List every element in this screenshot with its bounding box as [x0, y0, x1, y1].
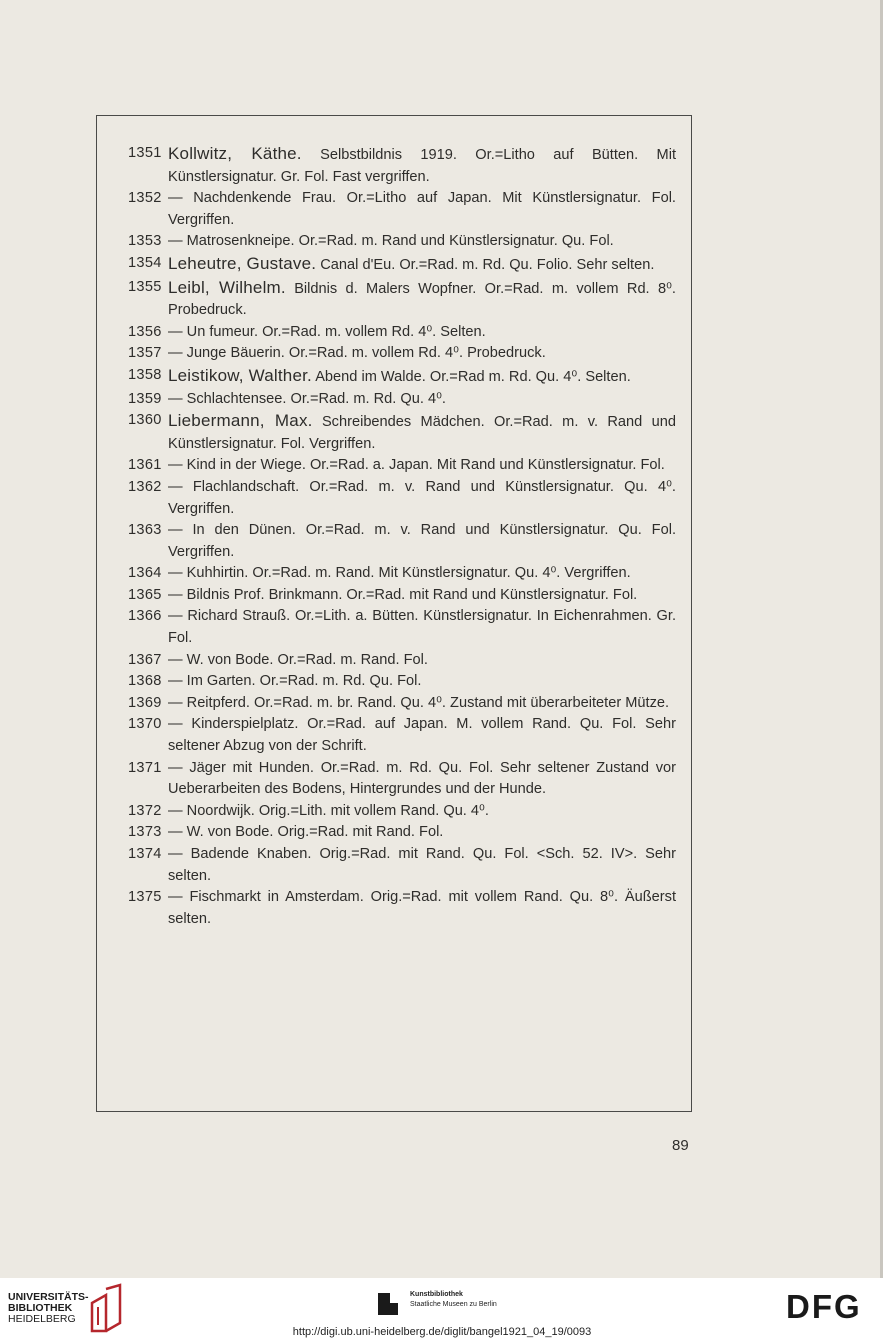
entry-number: 1358: [128, 366, 162, 383]
entry-description: Canal d'Eu. Or.=Rad. m. Rd. Qu. Folio. Sehr selten.: [320, 256, 655, 273]
catalog-entry: [128, 563, 676, 585]
entry-number: 1351: [128, 145, 162, 161]
entry-number: 1373: [128, 824, 162, 841]
catalog-entry: [128, 801, 676, 823]
entry-description: Bildnis d. Malers Wopfner. Or.=Rad. m. vollem Rd. 8⁰. Probedruck.: [168, 280, 676, 319]
kunstbibliothek-logo-icon[interactable]: [376, 1289, 404, 1317]
kb-line-2: Staatliche Museen zu Berlin: [410, 1301, 497, 1308]
entry-number: 1361: [128, 457, 162, 474]
source-url-link[interactable]: http://digi.ub.uni-heidelberg.de/diglit/bangel1921_04_19/0093: [292, 1326, 592, 1338]
artist-name: Leheutre, Gustave.: [168, 253, 317, 273]
entry-number: 1374: [128, 846, 162, 862]
entry-description: Abend im Walde. Or.=Rad m. Rd. Qu. 4⁰. Selten.: [315, 368, 631, 385]
entry-body: [168, 887, 676, 930]
entry-number: 1367: [128, 651, 162, 668]
entry-number: 1360: [128, 412, 162, 429]
entry-number: 1357: [128, 345, 162, 362]
ub-line-3: HEIDELBERG: [8, 1313, 76, 1325]
entry-description: — Un fumeur. Or.=Rad. m. vollem Rd. 4⁰. Selten.: [168, 323, 486, 340]
entry-number: 1356: [128, 323, 162, 340]
entry-description: — Jäger mit Hunden. Or.=Rad. m. Rd. Qu. Fol. Sehr seltener Zustand vor Ueberarbeiten des Bodens, Hintergrundes und der Hunde.: [168, 759, 676, 798]
entry-description: — Im Garten. Or.=Rad. m. Rd. Qu. Fol.: [168, 673, 422, 690]
entry-number: 1369: [128, 694, 162, 711]
entry-body: [168, 606, 676, 649]
dfg-logo[interactable]: DFG: [786, 1288, 862, 1325]
entry-description: — W. von Bode. Or.=Rad. m. Rand. Fol.: [168, 651, 428, 668]
entry-number: 1353: [128, 233, 162, 250]
entry-description: — Flachlandschaft. Or.=Rad. m. v. Rand und Künstlersignatur. Qu. 4⁰. Vergriffen.: [168, 478, 676, 517]
entry-description: — Noordwijk. Orig.=Lith. mit vollem Rand. Qu. 4⁰.: [168, 802, 489, 819]
entry-body: [168, 343, 676, 365]
entry-number: 1364: [128, 565, 162, 582]
catalog-entry: [128, 277, 676, 322]
entry-description: — Fischmarkt in Amsterdam. Orig.=Rad. mit vollem Rand. Qu. 8⁰. Äußerst selten.: [168, 889, 676, 927]
entry-body: [168, 520, 676, 563]
catalog-entry: [128, 253, 676, 277]
catalog-entry: [128, 520, 676, 563]
entry-body: [168, 585, 676, 607]
entry-number: 1366: [128, 608, 162, 625]
entry-description: Schreibendes Mädchen. Or.=Rad. m. v. Rand und Künstlersignatur. Fol. Vergriffen.: [168, 414, 676, 452]
entry-body: [168, 563, 676, 585]
entry-number: 1352: [128, 190, 162, 207]
catalog-entry: [128, 887, 676, 930]
ub-heidelberg-label[interactable]: [8, 1292, 89, 1325]
entry-description: — W. von Bode. Orig.=Rad. mit Rand. Fol.: [168, 824, 444, 841]
entry-body: [168, 253, 676, 277]
entry-number: 1372: [128, 802, 162, 819]
ub-line-1: UNIVERSITÄTS-: [8, 1291, 89, 1303]
entry-number: 1371: [128, 759, 162, 776]
entry-body: [168, 801, 676, 823]
catalog-entry: [128, 822, 676, 844]
catalog-entry: [128, 844, 676, 887]
entry-number: 1359: [128, 390, 162, 407]
entry-number: 1370: [128, 716, 162, 733]
catalog-entries: [128, 143, 676, 930]
entry-number: 1355: [128, 278, 162, 295]
entry-description: — Nachdenkende Frau. Or.=Litho auf Japan. Mit Künstlersignatur. Fol. Vergriffen.: [168, 190, 676, 228]
artist-name: Kollwitz, Käthe.: [168, 144, 302, 163]
entry-body: [168, 671, 676, 693]
entry-body: [168, 188, 676, 231]
catalog-entry: [128, 343, 676, 365]
entry-body: [168, 322, 676, 344]
catalog-entry: [128, 231, 676, 253]
entry-body: [168, 455, 676, 477]
catalog-entry: [128, 477, 676, 520]
entry-body: [168, 714, 676, 757]
catalog-entry: [128, 410, 676, 455]
entry-body: [168, 822, 676, 844]
artist-name: Leibl, Wilhelm.: [168, 277, 286, 297]
entry-body: [168, 389, 676, 411]
entry-description: Selbstbildnis 1919. Or.=Litho auf Bütten. Mit Künstlersignatur. Gr. Fol. Fast vergriffen.: [168, 147, 677, 185]
artist-name: Liebermann, Max.: [168, 411, 313, 431]
catalog-entry: [128, 606, 676, 649]
entry-body: [168, 365, 676, 389]
entry-description: — Badende Knaben. Orig.=Rad. mit Rand. Qu. Fol. <Sch. 52. IV>. Sehr selten.: [168, 846, 676, 884]
entry-description: — Richard Strauß. Or.=Lith. a. Bütten. Künstlersignatur. In Eichenrahmen. Gr. Fol.: [168, 608, 676, 647]
kb-line-1: Kunstbibliothek: [410, 1291, 463, 1298]
ub-line-2: BIBLIOTHEK: [8, 1302, 73, 1314]
catalog-entry: [128, 758, 676, 801]
entry-number: 1368: [128, 673, 162, 690]
entry-body: [168, 477, 676, 520]
catalog-entry: [128, 143, 676, 188]
catalog-entry: [128, 389, 676, 411]
catalog-entry: [128, 365, 676, 389]
entry-number: 1354: [128, 254, 162, 271]
artist-name: Leistikow, Walther.: [168, 365, 312, 385]
kunstbibliothek-label: [410, 1290, 497, 1310]
entry-body: [168, 650, 676, 672]
entry-body: [168, 143, 676, 188]
entry-description: — Junge Bäuerin. Or.=Rad. m. vollem Rd. 4⁰. Probedruck.: [168, 345, 546, 362]
entry-description: — Kinderspielplatz. Or.=Rad. auf Japan. M. vollem Rand. Qu. Fol. Sehr seltener Abzug von der Schrift.: [168, 716, 676, 755]
entry-description: — Schlachtensee. Or.=Rad. m. Rd. Qu. 4⁰.: [168, 390, 446, 407]
catalog-entry: [128, 671, 676, 693]
catalog-entry: [128, 693, 676, 715]
entry-body: [168, 693, 676, 715]
page-number: 89: [672, 1137, 689, 1154]
entry-description: — Matrosenkneipe. Or.=Rad. m. Rand und Künstlersignatur. Qu. Fol.: [168, 233, 614, 250]
catalog-entry: [128, 455, 676, 477]
entry-number: 1363: [128, 522, 162, 539]
entry-description: — Bildnis Prof. Brinkmann. Or.=Rad. mit Rand und Künstlersignatur. Fol.: [168, 586, 638, 603]
catalog-entry: [128, 714, 676, 757]
entry-body: [168, 844, 676, 887]
entry-body: [168, 410, 676, 455]
catalog-entry: [128, 585, 676, 607]
catalog-entry: [128, 188, 676, 231]
entry-description: — Kuhhirtin. Or.=Rad. m. Rand. Mit Künstlersignatur. Qu. 4⁰. Vergriffen.: [168, 565, 631, 582]
catalog-entry: [128, 650, 676, 672]
entry-body: [168, 758, 676, 801]
entry-number: 1375: [128, 889, 162, 906]
entry-description: — Kind in der Wiege. Or.=Rad. a. Japan. Mit Rand und Künstlersignatur. Fol.: [168, 457, 665, 474]
entry-number: 1365: [128, 586, 162, 603]
entry-number: 1362: [128, 478, 162, 495]
catalog-entry: [128, 322, 676, 344]
entry-body: [168, 231, 676, 253]
entry-body: [168, 277, 676, 322]
entry-description: — Reitpferd. Or.=Rad. m. br. Rand. Qu. 4⁰. Zustand mit überarbeiteter Mütze.: [168, 694, 670, 711]
entry-description: — In den Dünen. Or.=Rad. m. v. Rand und Künstlersignatur. Qu. Fol. Vergriffen.: [168, 522, 676, 560]
